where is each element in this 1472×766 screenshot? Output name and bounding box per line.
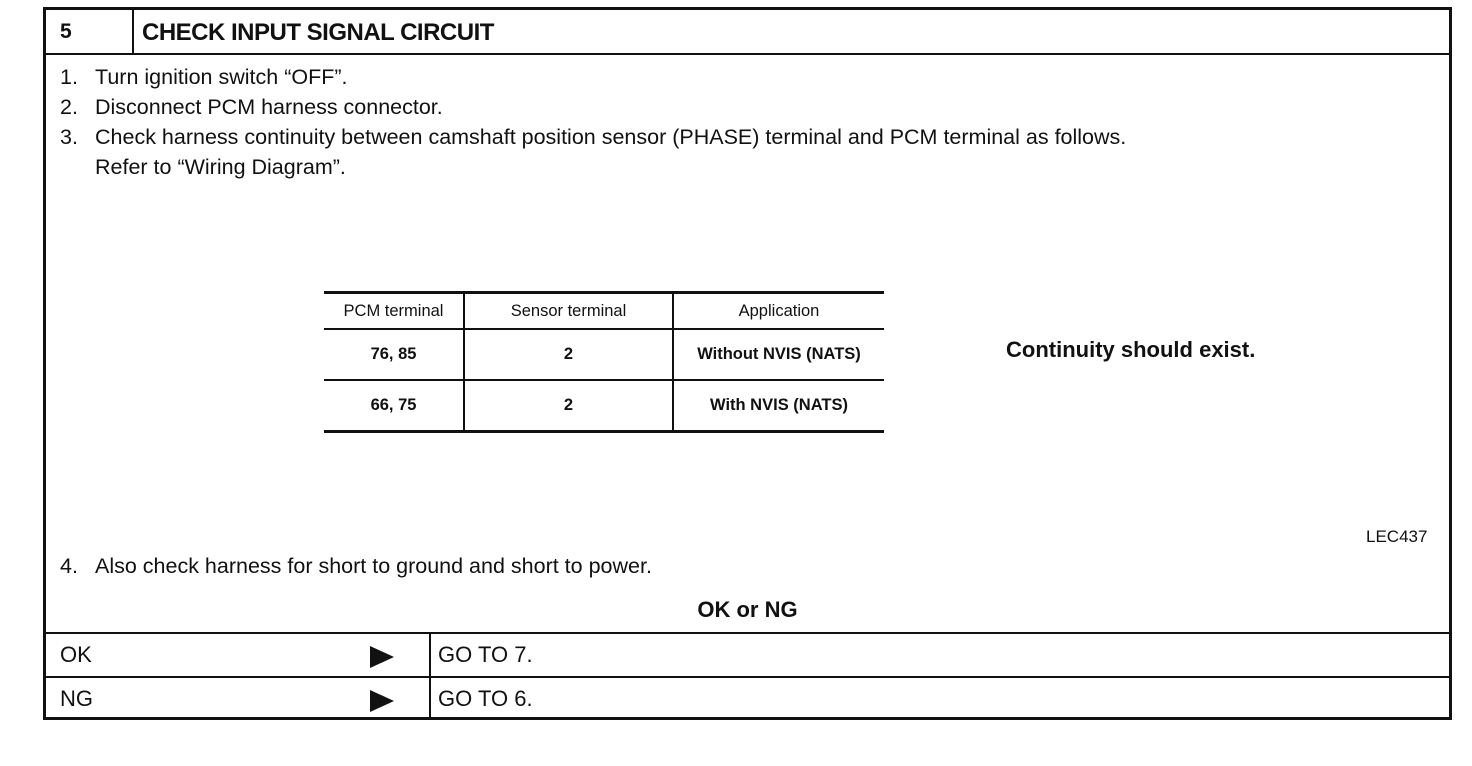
arrow-right-icon: [370, 690, 394, 712]
instruction-item: [60, 551, 652, 581]
instruction-number: 2.: [60, 95, 78, 119]
table-row: [324, 329, 884, 380]
instruction-item: [60, 92, 1126, 122]
pcm-terminal-cell: 76, 85: [324, 329, 464, 380]
application-cell: With NVIS (NATS): [673, 380, 884, 432]
instruction-item: [60, 122, 1126, 152]
result-row-ng: [46, 676, 1449, 720]
table-header-row: [324, 293, 884, 330]
instruction-text: Also check harness for short to ground and short to power.: [95, 554, 652, 578]
step-title: CHECK INPUT SIGNAL CIRCUIT: [142, 19, 494, 46]
instruction-note: Refer to “Wiring Diagram”.: [95, 155, 346, 179]
instruction-text: Disconnect PCM harness connector.: [95, 95, 443, 119]
result-label: NG: [60, 686, 93, 711]
result-row-ok: [46, 632, 1449, 676]
result-action: GO TO 6.: [438, 686, 533, 711]
result-action: GO TO 7.: [438, 642, 533, 667]
application-cell: Without NVIS (NATS): [673, 329, 884, 380]
instruction-number: 3.: [60, 125, 78, 149]
result-label: OK: [60, 642, 92, 667]
figure-id: LEC437: [1366, 527, 1428, 546]
sensor-terminal-cell: 2: [464, 380, 673, 432]
continuity-note: Continuity should exist.: [1006, 337, 1256, 362]
sensor-terminal-cell: 2: [464, 329, 673, 380]
step-header: [46, 10, 1449, 55]
instruction-text: Check harness continuity between camshaft position sensor (PHASE) terminal and PCM terminal as follows.: [95, 125, 1127, 149]
column-header-sensor-terminal: Sensor terminal: [464, 293, 673, 330]
pcm-terminal-cell: 66, 75: [324, 380, 464, 432]
column-header-pcm-terminal: PCM terminal: [324, 293, 464, 330]
column-header-application: Application: [738, 301, 820, 320]
step-number: 5: [46, 10, 134, 53]
instruction-number: 1.: [60, 65, 78, 89]
table-row: [324, 380, 884, 432]
procedure-box: [43, 7, 1452, 720]
continuity-table: [324, 291, 884, 433]
arrow-right-icon: [370, 646, 394, 668]
result-title: OK or NG: [697, 597, 798, 622]
instruction-item: [60, 62, 1126, 92]
instruction-text: Turn ignition switch “OFF”.: [95, 65, 348, 89]
instruction-number: 4.: [60, 554, 78, 578]
divider: [429, 634, 431, 676]
divider: [429, 678, 431, 720]
instruction-list: [60, 62, 1126, 182]
